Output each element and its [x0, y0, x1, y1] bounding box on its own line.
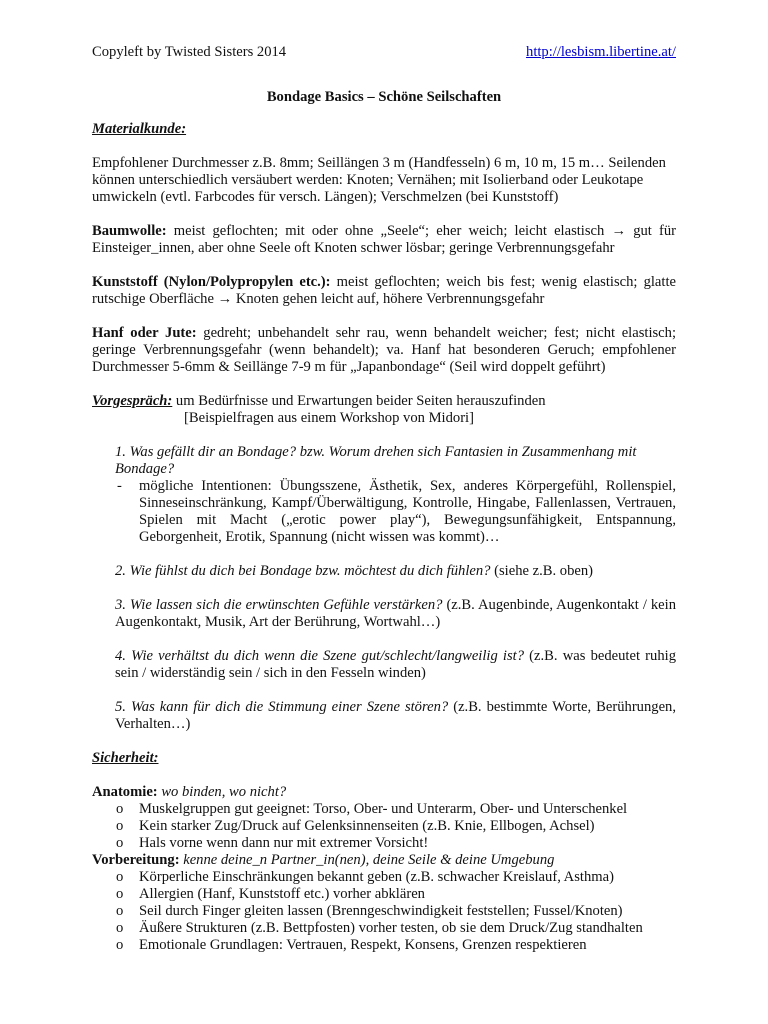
label-vorbereitung: Vorbereitung:	[92, 852, 180, 868]
paragraph-vorgespraech	[92, 393, 676, 410]
list-item	[92, 801, 676, 818]
bullet-marker: o	[116, 869, 124, 885]
label-hanf-jute: Hanf oder Jute:	[92, 325, 197, 341]
section-heading-sicherheit: Sicherheit:	[92, 750, 159, 766]
list-item	[92, 818, 676, 835]
bullet-marker: o	[116, 886, 124, 902]
bullet-marker: o	[116, 818, 124, 834]
paragraph-baumwolle	[92, 223, 676, 257]
question-5: 5. Was kann für dich die Stimmung einer Szene stören?	[115, 699, 449, 715]
anatomie-list	[92, 801, 676, 852]
list-item-text: Äußere Strukturen (z.B. Bettpfosten) vorher testen, ob sie dem Druck/Zug standhalten	[139, 920, 643, 936]
vorbereitung-list	[92, 869, 676, 954]
paragraph-hanf-jute	[92, 325, 676, 376]
list-item-text: Seil durch Finger gleiten lassen (Brenngeschwindigkeit feststellen; Fussel/Knoten)	[139, 903, 623, 919]
list-item	[92, 869, 676, 886]
list-item	[92, 886, 676, 903]
label-anatomie: Anatomie:	[92, 784, 158, 800]
bullet-marker: o	[116, 920, 124, 936]
question-5-paragraph	[115, 699, 676, 733]
label-baumwolle: Baumwolle:	[92, 223, 167, 239]
paragraph-kunststoff	[92, 274, 676, 308]
text-baumwolle: meist geflochten; mit oder ohne „Seele“; eher weich; leicht elastisch → gut für Einsteiger_innen, aber ohne Seele oft Knoten schwer lösbar; geringe Verbrennungsgefahr	[92, 223, 676, 256]
question-3-paragraph	[115, 597, 676, 631]
anatomie-line	[92, 784, 676, 801]
bullet-marker: o	[116, 903, 124, 919]
list-item-text: Hals vorne wenn dann nur mit extremer Vorsicht!	[139, 835, 429, 851]
question-2-hint: (siehe z.B. oben)	[490, 563, 593, 579]
list-item-text: Muskelgruppen gut geeignet: Torso, Ober- und Unterarm, Ober- und Unterschenkel	[139, 801, 628, 817]
page-header	[92, 44, 676, 62]
list-item-text: Emotionale Grundlagen: Vertrauen, Respekt, Konsens, Grenzen respektieren	[139, 937, 587, 953]
list-item-text: Kein starker Zug/Druck auf Gelenksinnenseiten (z.B. Knie, Ellbogen, Achsel)	[139, 818, 595, 834]
question-1: 1. Was gefällt dir an Bondage? bzw. Worum drehen sich Fantasien in Zusammenhang mit Bondage?	[115, 444, 637, 477]
website-link[interactable]: http://lesbism.libertine.at/	[526, 44, 676, 60]
question-3-hint: (z.B. Augenbinde, Augenkontakt / kein Augenkontakt, Musik, Art der Berührung, Wortwahl…)	[115, 597, 677, 630]
question-list	[115, 444, 676, 733]
materialkunde-intro: Empfohlener Durchmesser z.B. 8mm; Seillängen 3 m (Handfesseln) 6 m, 10 m, 15 m… Seilenden können unterschiedlich versäubert werden: Knoten; Vernähen; mit Isolierband oder Leukotape umwickeln (evtl. Farbcodes für versch. Längen); Verschmelzen (bei Kunststoff)	[92, 155, 666, 205]
question-1-answer-text: mögliche Intentionen: Übungsszene, Ästhetik, Sex, anderes Körpergefühl, Rollenspiel, Sinneseinschränkung, Kampf/Überwältigung, Kontrolle, Hingabe, Fallenlassen, Vertrauen, Spielen mit Macht („erotic power play“), Bewegungsunfähigkeit, Entspannung, Geborgenheit, Erotik, Spannung (nicht wissen was kommt)…	[139, 478, 676, 545]
label-kunststoff: Kunststoff (Nylon/Polypropylen etc.):	[92, 274, 331, 290]
document-title: Bondage Basics – Schöne Seilschaften	[266, 89, 502, 105]
bullet-marker: o	[116, 801, 124, 817]
text-vorbereitung: kenne deine_n Partner_in(nen), deine Seile & deine Umgebung	[179, 852, 555, 868]
question-4: 4. Wie verhältst du dich wenn die Szene gut/schlecht/langweilig ist?	[115, 648, 525, 664]
text-anatomie: wo binden, wo nicht?	[157, 784, 287, 800]
question-1-answer	[115, 478, 676, 546]
document-body	[92, 121, 676, 954]
bullet-marker: o	[116, 937, 124, 953]
dash-marker: -	[117, 478, 122, 494]
question-5-hint: (z.B. bestimmte Worte, Berührungen, Verhalten…)	[115, 699, 676, 732]
copyleft-notice: Copyleft by Twisted Sisters 2014	[92, 44, 287, 60]
section-heading-materialkunde: Materialkunde:	[92, 121, 187, 137]
list-item	[92, 903, 676, 920]
question-4-paragraph	[115, 648, 676, 682]
list-item-text: Körperliche Einschränkungen bekannt geben (z.B. schwacher Kreislauf, Asthma)	[139, 869, 614, 885]
question-3: 3. Wie lassen sich die erwünschten Gefühle verstärken?	[115, 597, 443, 613]
list-item	[92, 920, 676, 937]
text-vorgespraech: um Bedürfnisse und Erwartungen beider Seiten herauszufinden	[172, 393, 546, 409]
vorbereitung-line	[92, 852, 676, 869]
workshop-note: [Beispielfragen aus einem Workshop von Midori]	[184, 410, 474, 426]
question-4-hint: (z.B. was bedeutet ruhig sein / widerständig sein / sich in den Fesseln winden)	[115, 648, 676, 681]
bullet-marker: o	[116, 835, 124, 851]
list-item-text: Allergien (Hanf, Kunststoff etc.) vorher abklären	[139, 886, 425, 902]
list-item	[92, 835, 676, 852]
list-item	[92, 937, 676, 954]
question-2: 2. Wie fühlst du dich bei Bondage bzw. möchtest du dich fühlen?	[115, 563, 491, 579]
text-hanf-jute: gedreht; unbehandelt sehr rau, wenn behandelt weicher; fest; nicht elastisch; geringe Verbrennungsgefahr (wenn behandelt); va. Hanf hat besonderen Geruch; empfohlener Durchmesser 5-6mm & Seillänge 7-9 m für „Japanbondage“ (Seil wird doppelt geführt)	[92, 325, 677, 375]
question-2-paragraph	[115, 563, 676, 580]
text-kunststoff: meist geflochten; weich bis fest; wenig elastisch; glatte rutschige Oberfläche → Knoten gehen leicht auf, höhere Verbrennungsgefahr	[92, 274, 676, 307]
section-heading-vorgespraech: Vorgespräch:	[92, 393, 173, 409]
